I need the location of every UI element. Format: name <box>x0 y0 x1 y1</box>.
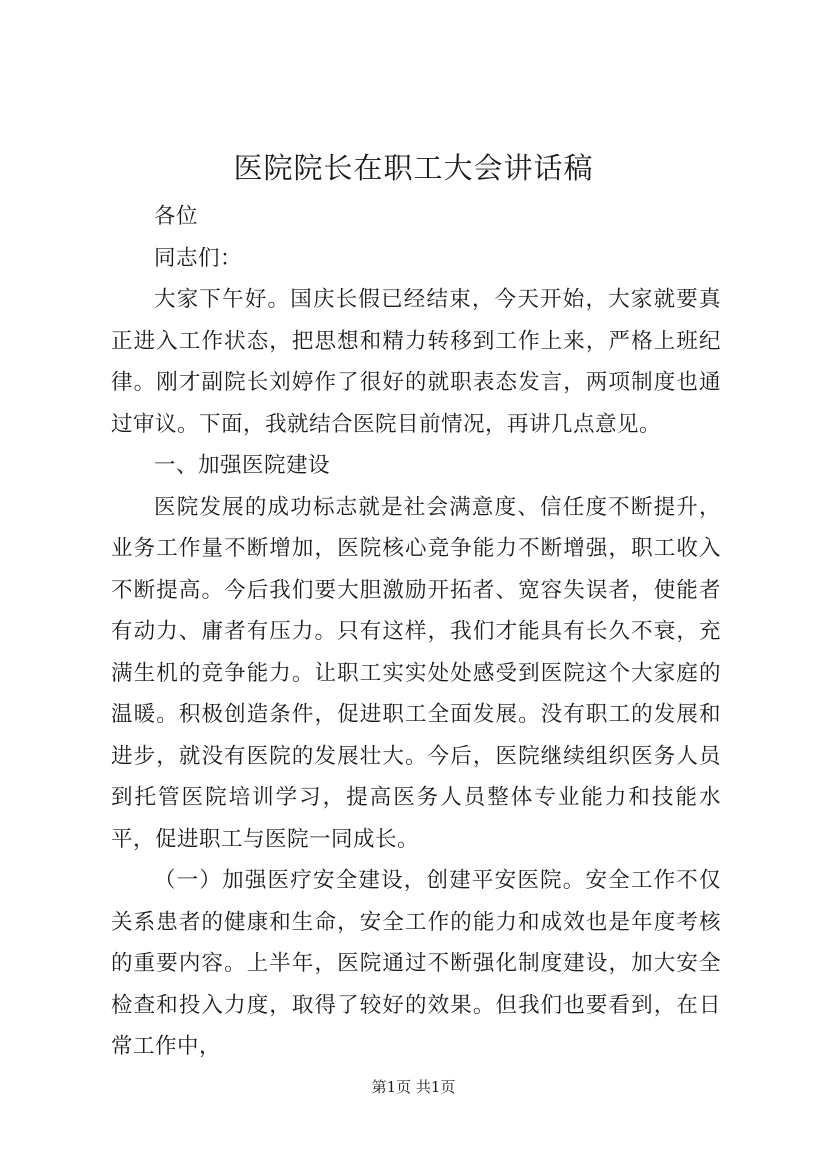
document-title: 医院院长在职工大会讲话稿 <box>233 151 594 185</box>
document-body <box>111 196 721 1068</box>
opening-paragraph: 大家下午好。国庆长假已经结束，今天开始，大家就要真正进入工作状态，把思想和精力转移到工作上来，严格上班纪律。刚才副院长刘婷作了很好的就职表态发言，两项制度也通过审议。下面，我就结合医院目前情况，再讲几点意见。 <box>111 287 721 437</box>
body-paragraph: （一）加强医疗安全建设，创建平安医院。安全工作不仅关系患者的健康和生命，安全工作的能力和成效也是年度考核的重要内容。上半年，医院通过不断强化制度建设，加大安全检查和投入力度，取得了较好的效果。但我们也要看到，在日常工作中， <box>111 868 721 1059</box>
salutation-line-1: 各位 <box>154 204 199 229</box>
section-heading: 一、加强医院建设 <box>154 453 331 478</box>
salutation-line-2: 同志们： <box>154 245 243 271</box>
body-paragraph: 医院发展的成功标志就是社会满意度、信任度不断提升，业务工作量不断增加，医院核心竞争能力不断增强，职工收入不断提高。今后我们要大胆激励开拓者、宽容失误者，使能者有动力、庸者有压力。只有这样，我们才能具有长久不衰，充满生机的竞争能力。让职工实实处处感受到医院这个大家庭的温暖。积极创造条件，促进职工全面发展。没有职工的发展和进步，就没有医院的发展壮大。今后，医院继续组织医务人员到托管医院培训学习，提高医务人员整体专业能力和技能水平，促进职工与医院一同成长。 <box>111 494 721 852</box>
page-number-footer: 第1页 共1页 <box>371 1078 456 1096</box>
